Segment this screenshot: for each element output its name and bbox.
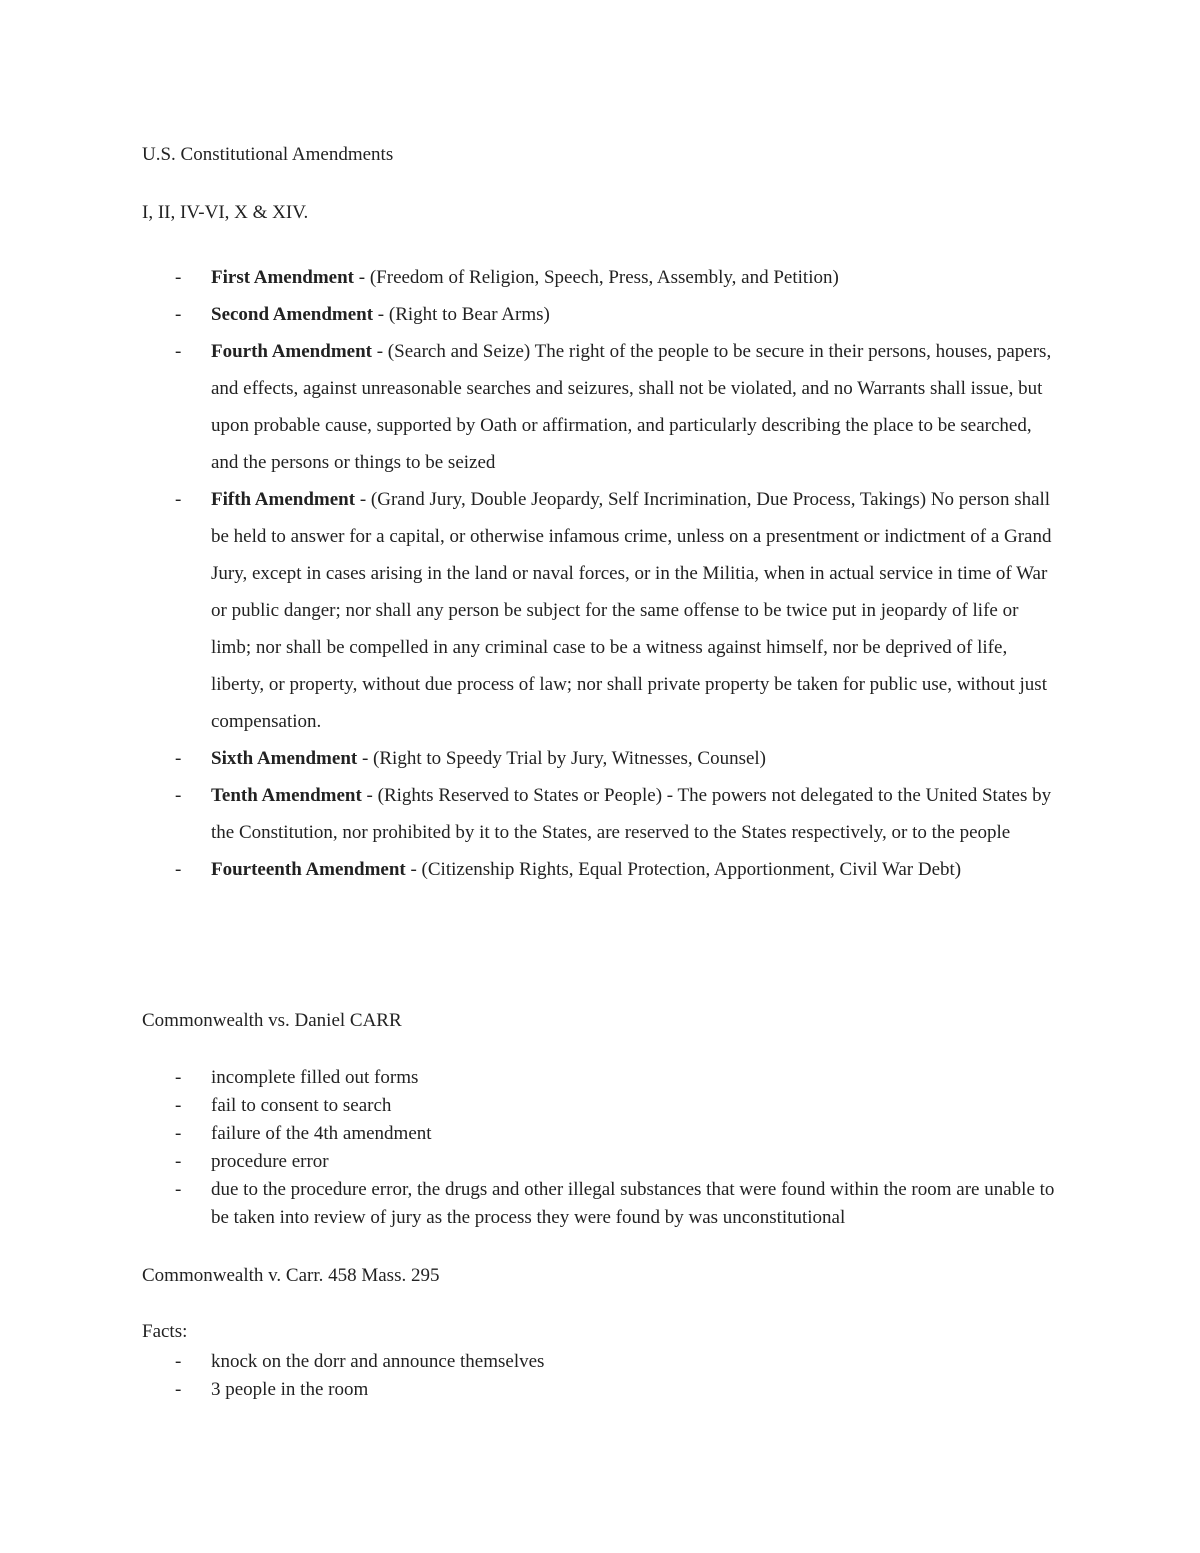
amendment-text: - (Right to Bear Arms) xyxy=(373,304,550,325)
dash-bullet: - xyxy=(175,748,182,769)
dash-bullet: - xyxy=(175,1379,182,1400)
list-item xyxy=(142,1064,1062,1092)
facts-section xyxy=(142,1348,1062,1404)
list-item xyxy=(142,1376,1062,1404)
list-item xyxy=(142,740,1062,777)
facts-list xyxy=(142,1348,1062,1404)
amendment-text: - (Grand Jury, Double Jeopardy, Self Incrimination, Due Process, Takings) No person shall be held to answer for a capital, or otherwise infamous crime, unless on a presentment or indictment of a Grand Jury, except in cases arising in the land or naval forces, or in the Militia, when in actual service in time of War or public danger; nor shall any person be subject for the same offense to be twice put in jeopardy of life or limb; nor shall be compelled in any criminal case to be a witness against himself, nor be deprived of life, liberty, or property, without due process of law; nor shall private property be taken for public use, without just compensation. xyxy=(211,489,1052,732)
case-note: fail to consent to search xyxy=(211,1095,392,1116)
list-item xyxy=(142,481,1062,740)
amendment-text: - (Search and Seize) The right of the people to be secure in their persons, houses, papers, and effects, against unreasonable searches and seizures, shall not be violated, and no Warrants shall issue, but upon probable cause, supported by Oath or affirmation, and particularly describing the place to be searched, and the persons or things to be seized xyxy=(211,341,1052,473)
dash-bullet: - xyxy=(175,341,182,362)
dash-bullet: - xyxy=(175,489,182,510)
list-item xyxy=(142,259,1062,296)
case-note: incomplete filled out forms xyxy=(211,1067,419,1088)
dash-bullet: - xyxy=(175,304,182,325)
amendment-name: Fifth Amendment xyxy=(211,489,356,510)
list-item xyxy=(142,851,1062,888)
amendment-name: Fourth Amendment xyxy=(211,341,372,362)
dash-bullet: - xyxy=(175,1351,182,1372)
list-item xyxy=(142,333,1062,481)
list-item xyxy=(142,1120,1062,1148)
amendment-text: - (Freedom of Religion, Speech, Press, Assembly, and Petition) xyxy=(354,267,839,288)
dash-bullet: - xyxy=(175,1067,182,1088)
amendment-text: - (Rights Reserved to States or People) - The powers not delegated to the United States by the Constitution, nor prohibited by it to the States, are reserved to the States respectively, or to the people xyxy=(211,785,1052,843)
dash-bullet: - xyxy=(175,785,182,806)
list-item xyxy=(142,1092,1062,1120)
dash-bullet: - xyxy=(175,267,182,288)
case-notes-list xyxy=(142,1064,1062,1232)
document-title: U.S. Constitutional Amendments xyxy=(142,144,394,165)
list-item xyxy=(142,1148,1062,1176)
amendment-name: Sixth Amendment xyxy=(211,748,358,769)
case-note: due to the procedure error, the drugs and other illegal substances that were found within the room are unable to be taken into review of jury as the process they were found by was unconstitutional xyxy=(211,1179,1055,1228)
case-notes-section xyxy=(142,1064,1062,1232)
case-note: failure of the 4th amendment xyxy=(211,1123,432,1144)
amendment-name: First Amendment xyxy=(211,267,355,288)
case-note: procedure error xyxy=(211,1151,329,1172)
case-title: Commonwealth vs. Daniel CARR xyxy=(142,1010,402,1031)
dash-bullet: - xyxy=(175,1179,182,1200)
facts-label: Facts: xyxy=(142,1321,188,1342)
list-item xyxy=(142,1348,1062,1376)
amendment-text: - (Citizenship Rights, Equal Protection, Apportionment, Civil War Debt) xyxy=(405,859,962,880)
case-citation: Commonwealth v. Carr. 458 Mass. 295 xyxy=(142,1265,440,1286)
amendments-range: I, II, IV-VI, X & XIV. xyxy=(142,202,309,223)
dash-bullet: - xyxy=(175,1151,182,1172)
amendments-section xyxy=(142,259,1062,888)
amendments-list xyxy=(142,259,1062,888)
list-item xyxy=(142,777,1062,851)
dash-bullet: - xyxy=(175,859,182,880)
amendment-text: - (Right to Speedy Trial by Jury, Witnesses, Counsel) xyxy=(357,748,767,769)
list-item xyxy=(142,1176,1062,1232)
amendment-name: Tenth Amendment xyxy=(211,785,362,806)
list-item xyxy=(142,296,1062,333)
fact-item: 3 people in the room xyxy=(211,1379,369,1400)
dash-bullet: - xyxy=(175,1123,182,1144)
dash-bullet: - xyxy=(175,1095,182,1116)
amendment-name: Second Amendment xyxy=(211,304,374,325)
fact-item: knock on the dorr and announce themselves xyxy=(211,1351,545,1372)
amendment-name: Fourteenth Amendment xyxy=(211,859,406,880)
